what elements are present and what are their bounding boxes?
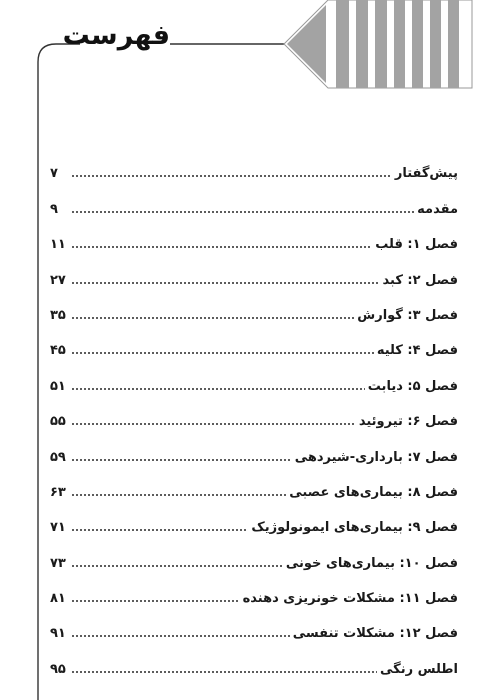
toc-entry-title: فصل ۲: کبد	[382, 272, 458, 288]
toc-entry-page-number: ۷۳	[50, 555, 66, 571]
toc-entry[interactable]	[50, 647, 458, 682]
toc-entry[interactable]	[50, 612, 458, 647]
toc-entry-title: فصل ۸: بیماری‌های عصبی	[289, 484, 458, 500]
toc-entry-title: فصل ۱۲: مشکلات تنفسی	[292, 626, 458, 642]
toc-entry-page-number: ۳۵	[50, 307, 66, 323]
dot-leader	[71, 282, 380, 284]
dot-leader	[71, 352, 374, 354]
toc-entry-page-number: ۴۵	[50, 343, 66, 359]
toc-entry[interactable]	[50, 471, 458, 506]
toc-entry-title: مقدمه	[417, 201, 458, 217]
dot-leader	[71, 671, 377, 673]
toc-entry-page-number: ۶۳	[50, 484, 66, 500]
toc-entry-page-number: ۹	[50, 201, 58, 217]
table-of-contents	[50, 152, 458, 683]
toc-entry[interactable]	[50, 541, 458, 576]
toc-entry-title: فصل ۵: دیابت	[367, 378, 458, 394]
toc-entry-title: اطلس رنگی	[380, 661, 458, 677]
toc-entry[interactable]	[50, 329, 458, 364]
dot-leader	[71, 388, 365, 390]
dot-leader	[71, 459, 292, 461]
toc-entry-title: فصل ۳: گوارش	[357, 307, 458, 323]
toc-entry-title: فصل ۱۱: مشکلات خونریزی دهنده	[242, 591, 458, 607]
toc-entry-page-number: ۲۷	[50, 272, 66, 288]
dot-leader	[71, 211, 414, 213]
toc-entry[interactable]	[50, 577, 458, 612]
dot-leader	[71, 423, 356, 425]
toc-entry[interactable]	[50, 294, 458, 329]
toc-entry[interactable]	[50, 223, 458, 258]
toc-entry-page-number: ۵۵	[50, 414, 66, 430]
toc-entry[interactable]	[50, 258, 458, 293]
toc-entry-title: فصل ۱۰: بیماری‌های خونی	[285, 555, 458, 571]
toc-entry-page-number: ۹۱	[50, 626, 66, 642]
toc-entry-page-number: ۷	[50, 166, 58, 182]
toc-entry[interactable]	[50, 152, 458, 187]
toc-entry[interactable]	[50, 364, 458, 399]
toc-entry[interactable]	[50, 435, 458, 470]
dot-leader	[71, 175, 392, 177]
toc-entry-title: فصل ۴: کلیه	[376, 343, 458, 359]
dot-leader	[71, 317, 354, 319]
toc-entry-page-number: ۸۱	[50, 591, 66, 607]
dot-leader	[71, 529, 248, 531]
toc-entry-title: پیش‌گفتار	[394, 166, 458, 182]
toc-entry-page-number: ۱۱	[50, 237, 66, 253]
toc-entry[interactable]	[50, 187, 458, 222]
dot-leader	[71, 246, 372, 248]
toc-entry-page-number: ۵۱	[50, 378, 66, 394]
toc-entry-title: فصل ۱: قلب	[375, 237, 458, 253]
toc-entry-page-number: ۵۹	[50, 449, 66, 465]
toc-entry[interactable]	[50, 400, 458, 435]
dot-leader	[71, 600, 240, 602]
dot-leader	[71, 635, 290, 637]
toc-entry-title: فصل ۹: بیماری‌های ایمونولوژیک	[251, 520, 458, 536]
toc-entry-title: فصل ۷: بارداری-شیردهی	[294, 449, 458, 465]
page-title: فهرست	[80, 16, 170, 56]
toc-entry-page-number: ۹۵	[50, 661, 66, 677]
dot-leader	[71, 494, 286, 496]
toc-entry-page-number: ۷۱	[50, 520, 66, 536]
dot-leader	[71, 565, 283, 567]
toc-entry-title: فصل ۶: تیروئید	[358, 414, 458, 430]
toc-entry[interactable]	[50, 506, 458, 541]
